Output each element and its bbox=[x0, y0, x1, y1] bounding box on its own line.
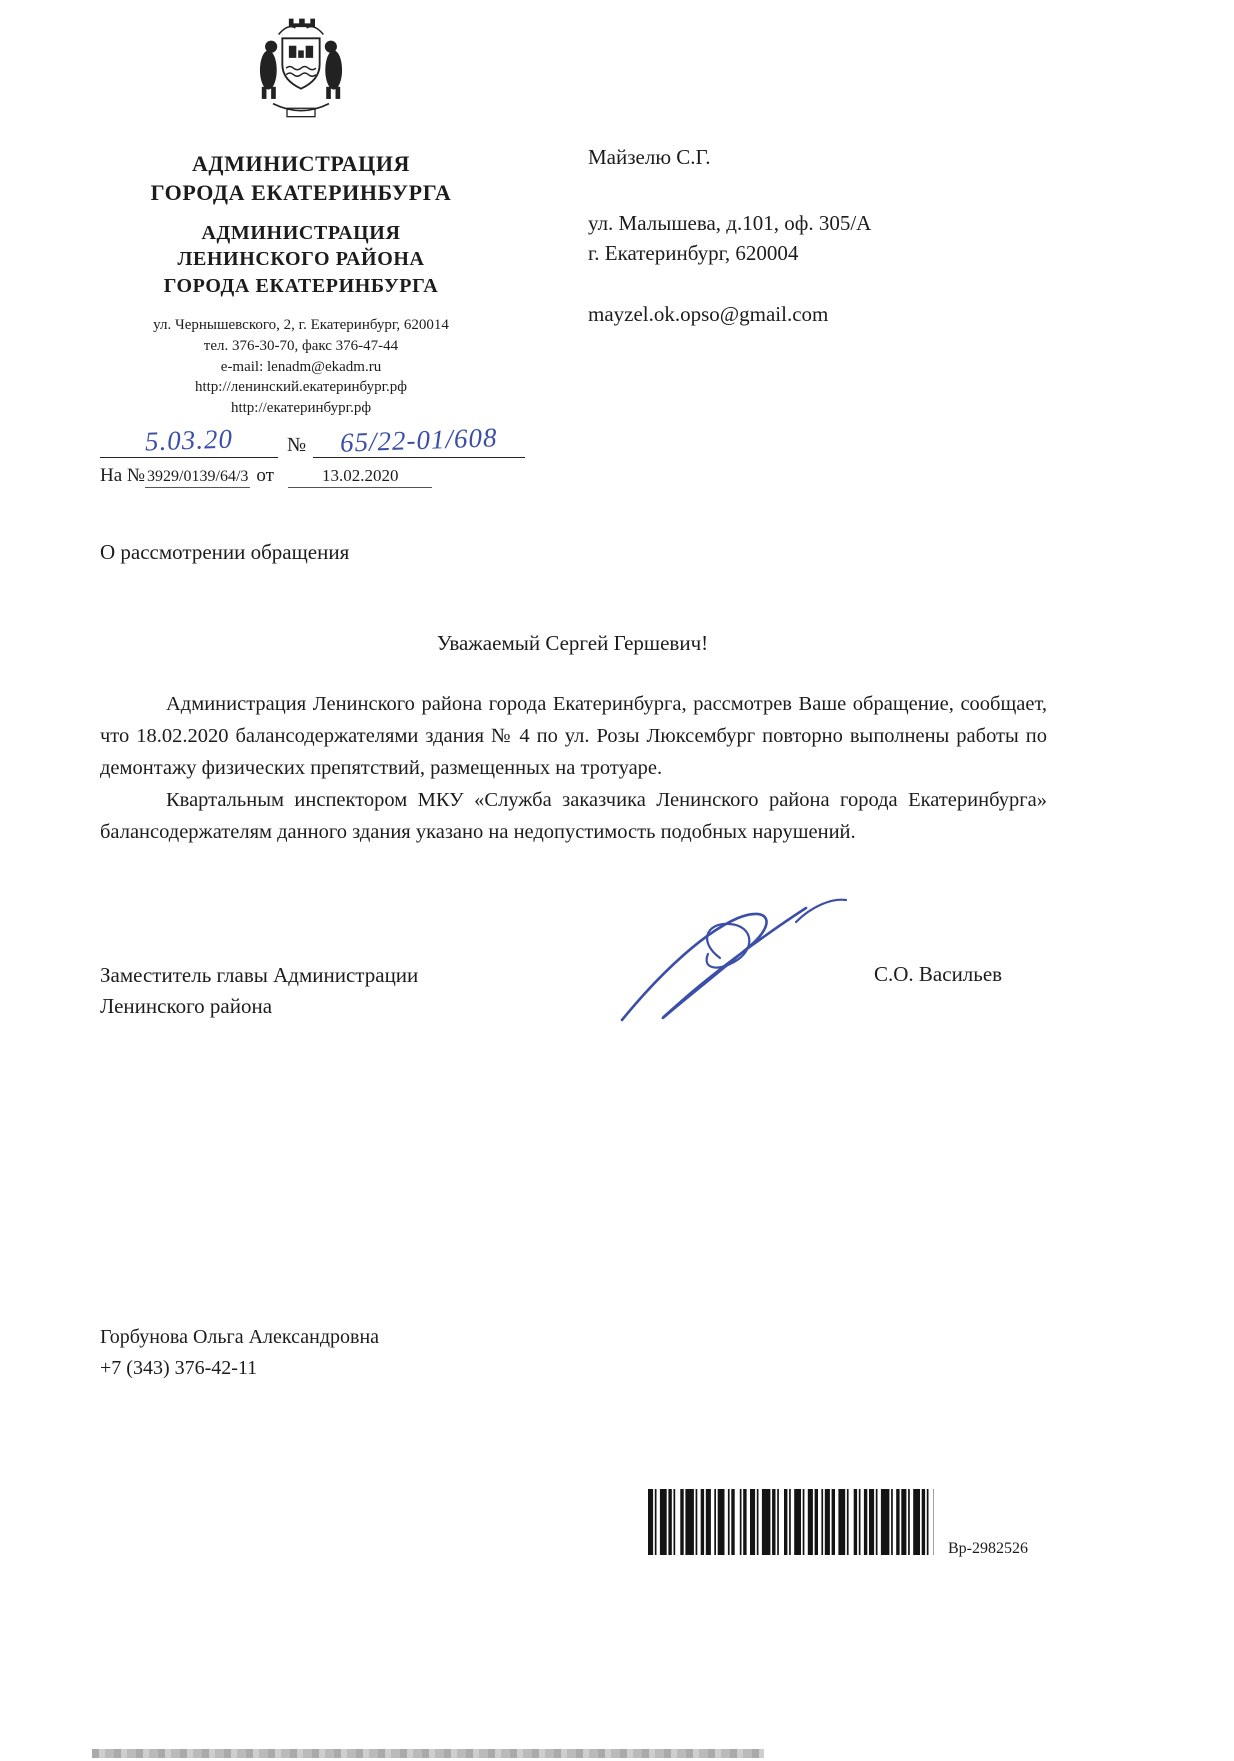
outgoing-number-field bbox=[313, 422, 525, 458]
letterhead-email: e-mail: lenadm@ekadm.ru bbox=[220, 358, 382, 375]
barcode-box bbox=[646, 1487, 940, 1564]
letterhead-site2: http://екатеринбург.рф bbox=[230, 399, 372, 416]
salutation: Уважаемый Сергей Гершевич! bbox=[436, 631, 709, 655]
signer-position bbox=[100, 960, 418, 1022]
reply-number: 3929/0139/64/3 bbox=[145, 468, 250, 488]
letterhead bbox=[95, 10, 507, 419]
outgoing-number-handwritten: 65/22-01/608 bbox=[339, 422, 499, 458]
coat-of-arms-icon bbox=[245, 10, 357, 130]
executor-name: Горбунова Ольга Александровна bbox=[100, 1326, 380, 1348]
executor-phone: +7 (343) 376-42-11 bbox=[100, 1357, 258, 1379]
reply-prefix: На № bbox=[100, 465, 146, 486]
reference-block bbox=[100, 422, 660, 488]
letterhead-address: ул. Чернышевского, 2, г. Екатеринбург, 620014 bbox=[153, 317, 449, 334]
outgoing-date-handwritten: 5.03.20 bbox=[144, 423, 234, 457]
recipient-address-line1: ул. Малышева, д.101, оф. 305/А bbox=[588, 210, 872, 235]
body-paragraph-1: Администрация Ленинского района города Екатеринбурга, рассмотрев Ваше обращение, сообщает, что 18.02.2020 балансодержателями здания № 4 по ул. Розы Люксембург повторно выполнены работы по демонтажу физических препятствий, размещенных на тротуаре. bbox=[100, 693, 1047, 779]
org-city-line2: ГОРОДА ЕКАТЕРИНБУРГА bbox=[150, 180, 452, 206]
signer-position-line2: Ленинского района bbox=[100, 994, 273, 1018]
letterhead-site1: http://ленинский.екатеринбург.рф bbox=[194, 379, 408, 396]
org-district-line2: ЛЕНИНСКОГО РАЙОНА bbox=[177, 248, 425, 271]
letterhead-phone: тел. 376-30-70, факс 376-47-44 bbox=[203, 337, 399, 354]
signer-position-line1: Заместитель главы Администрации bbox=[100, 963, 419, 987]
outgoing-date-field bbox=[100, 425, 278, 458]
recipient-address-line2: г. Екатеринбург, 620004 bbox=[588, 240, 799, 265]
recipient-email: mayzel.ok.opso@gmail.com bbox=[588, 302, 829, 327]
org-district-line3: ГОРОДА ЕКАТЕРИНБУРГА bbox=[163, 274, 439, 297]
barcode bbox=[646, 1487, 940, 1559]
letter-body bbox=[100, 688, 1047, 848]
scan-artifact bbox=[92, 1749, 764, 1758]
body-paragraph-2: Квартальным инспектором МКУ «Служба заказчика Ленинского района города Екатеринбурга» балансодержателям данного здания указано на недопустимость подобных нарушений. bbox=[100, 789, 1047, 843]
subject-line: О рассмотрении обращения bbox=[100, 540, 350, 564]
recipient-name: Майзелю С.Г. bbox=[588, 145, 711, 169]
reply-from-label: от bbox=[256, 465, 274, 486]
barcode-label: Вр-2982526 bbox=[948, 1540, 1028, 1557]
recipient-block bbox=[588, 143, 871, 330]
number-sign: № bbox=[287, 434, 307, 456]
executor-block bbox=[100, 1322, 379, 1384]
org-district-line1: АДМИНИСТРАЦИЯ bbox=[201, 222, 401, 245]
reply-date: 13.02.2020 bbox=[288, 466, 433, 488]
handwritten-signature bbox=[600, 888, 860, 1043]
signer-name: С.О. Васильев bbox=[874, 962, 1003, 986]
org-city-line1: АДМИНИСТРАЦИЯ bbox=[191, 151, 411, 176]
